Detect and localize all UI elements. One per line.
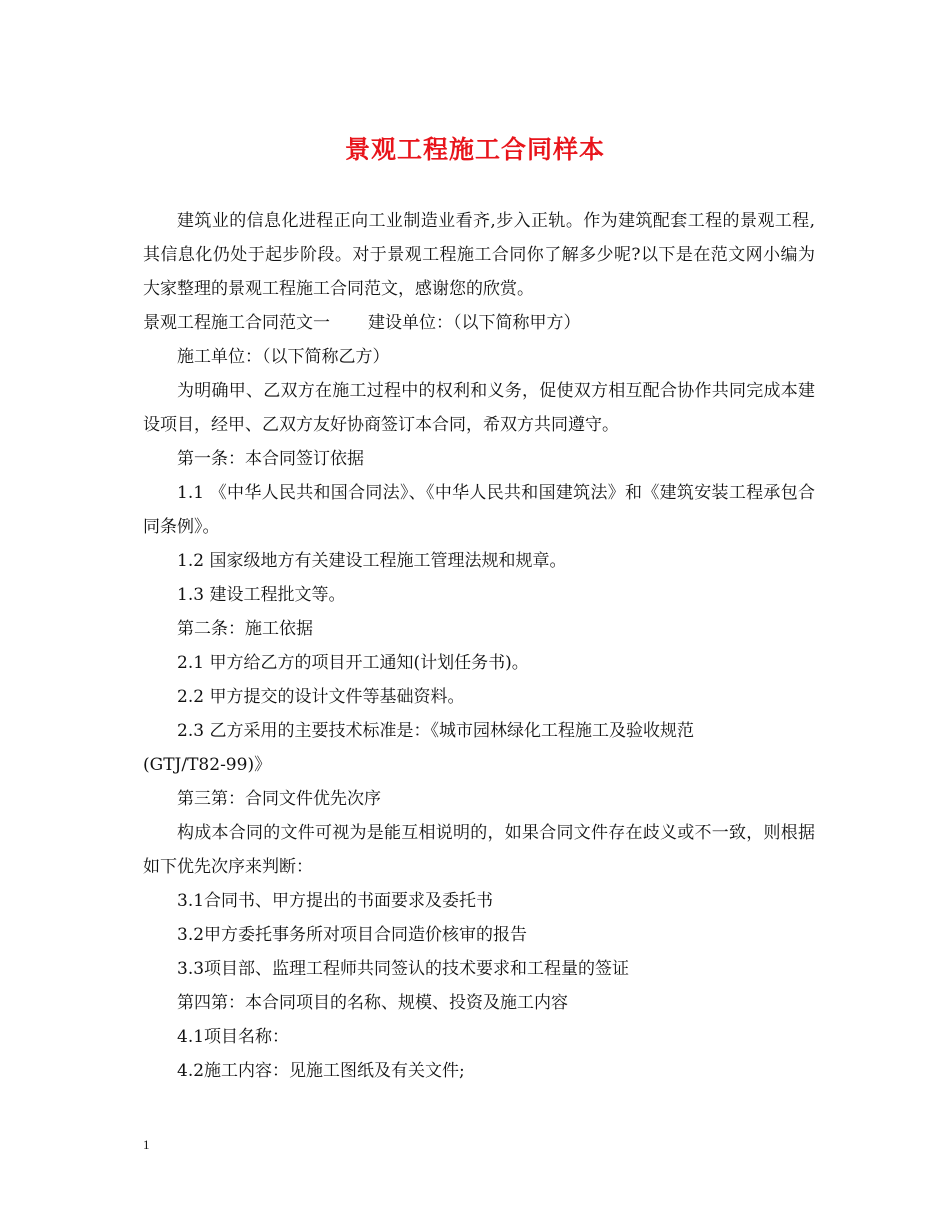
contract-sample-label: 景观工程施工合同范文一 <box>143 313 330 333</box>
paragraph-contract-heading <box>143 306 815 340</box>
clause-2-3: 2.3 乙方采用的主要技术标准是：《城市园林绿化工程施工及验收规范 <box>177 721 694 741</box>
clause-2-3-continued: (GTJ/T82-99)》 <box>143 755 272 775</box>
article-3-heading: 第三第：合同文件优先次序 <box>177 789 381 809</box>
paragraph-purpose: 为明确甲、乙双方在施工过程中的权利和义务，促使双方相互配合协作共同完成本建设项目，经甲、乙双方友好协商签订本合同，希双方共同遵守。 <box>143 381 815 435</box>
clause-3-1: 3.1合同书、甲方提出的书面要求及委托书 <box>177 891 494 911</box>
article-1-heading: 第一条：本合同签订依据 <box>177 449 364 469</box>
paragraph-intro: 建筑业的信息化进程正向工业制造业看齐,步入正轨。作为建筑配套工程的景观工程,其信息化仍处于起步阶段。对于景观工程施工合同你了解多少呢?以下是在范文网小编为大家整理的景观工程施工合同范文，感谢您的欣赏。 <box>143 211 815 299</box>
document-body <box>143 204 815 1088</box>
paragraph-priority: 构成本合同的文件可视为是能互相说明的，如果合同文件存在歧义或不一致，则根据如下优先次序来判断： <box>143 823 815 877</box>
article-4-heading: 第四第：本合同项目的名称、规模、投资及施工内容 <box>177 993 568 1013</box>
clause-4-1: 4.1项目名称： <box>177 1027 290 1047</box>
clause-4-2: 4.2施工内容：见施工图纸及有关文件; <box>177 1061 465 1081</box>
clause-3-2: 3.2甲方委托事务所对项目合同造价核审的报告 <box>177 925 528 945</box>
paragraph-builder-unit: 施工单位：（以下简称乙方） <box>177 347 390 367</box>
page-number: 1 <box>143 1137 150 1152</box>
construction-unit-label: 建设单位：（以下简称甲方） <box>368 313 581 333</box>
clause-2-2: 2.2 甲方提交的设计文件等基础资料。 <box>177 687 465 707</box>
clause-2-1: 2.1 甲方给乙方的项目开工通知(计划任务书)。 <box>177 653 529 673</box>
clause-1-1: 1.1 《中华人民共和国合同法》、《中华人民共和国建筑法》和《建筑安装工程承包合同条例》。 <box>143 483 815 537</box>
article-2-heading: 第二条：施工依据 <box>177 619 313 639</box>
clause-1-3: 1.3 建设工程批文等。 <box>177 585 346 605</box>
clause-3-3: 3.3项目部、监理工程师共同签认的技术要求和工程量的签证 <box>177 959 630 979</box>
document-title: 景观工程施工合同样本 <box>344 135 605 164</box>
clause-1-2: 1.2 国家级地方有关建设工程施工管理法规和规章。 <box>177 551 567 571</box>
